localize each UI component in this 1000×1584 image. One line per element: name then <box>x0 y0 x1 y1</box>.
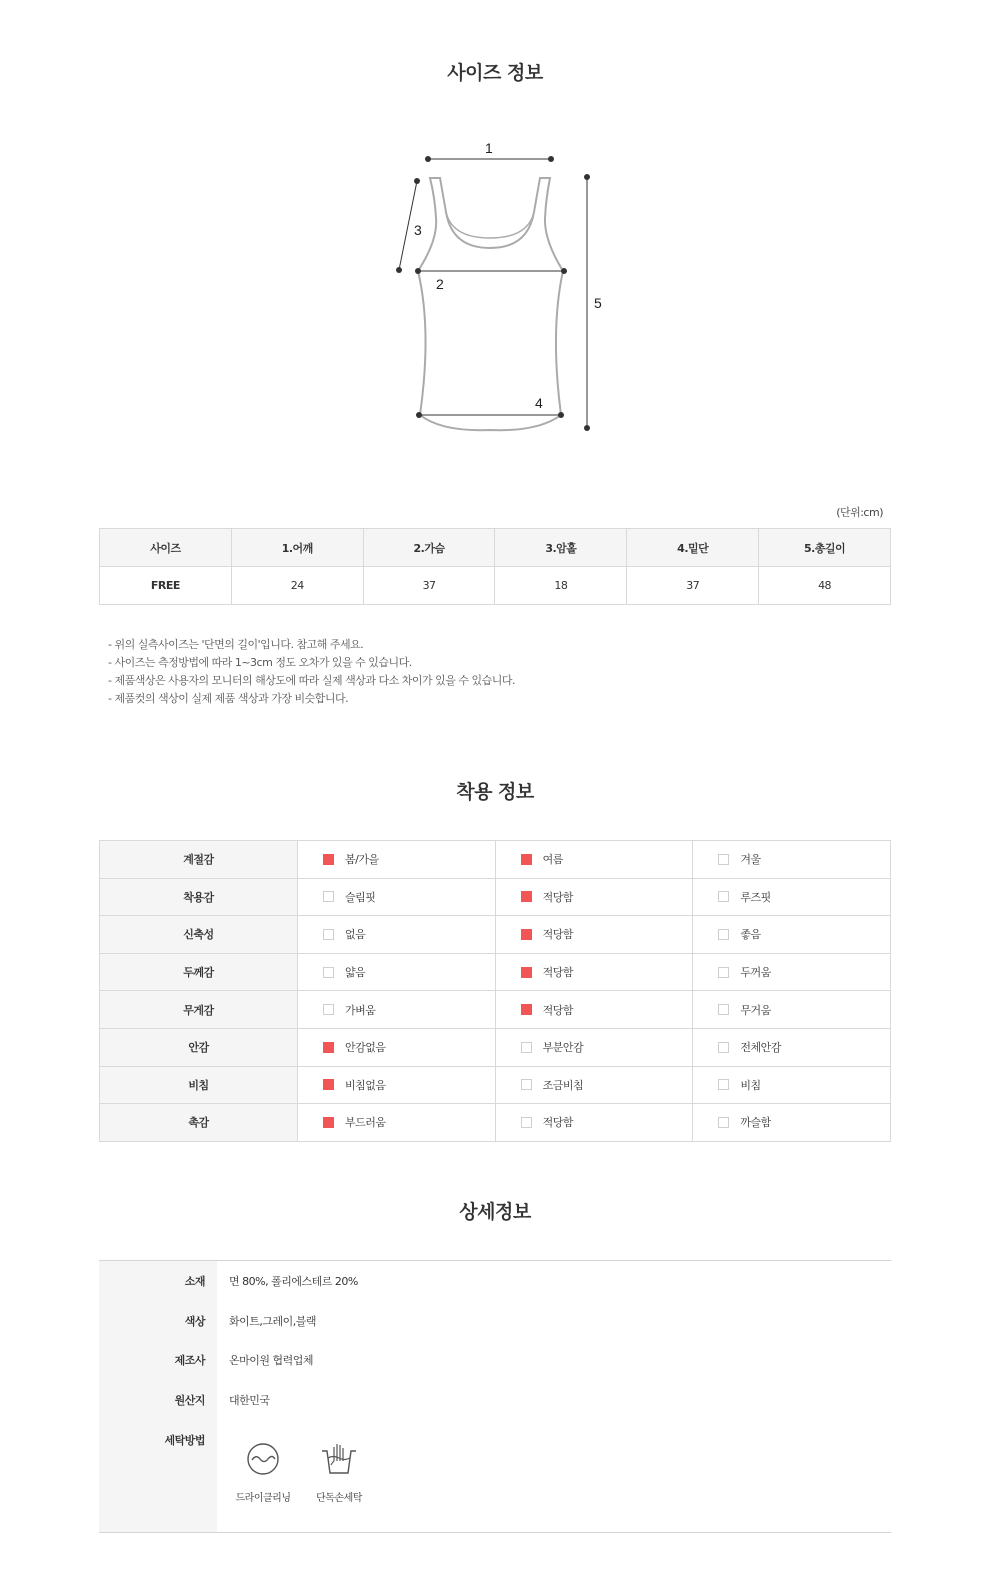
fit-option <box>298 1066 496 1104</box>
detail-value: 온마이원 협력업체 <box>229 1354 314 1367</box>
fit-category: 안감 <box>100 1028 298 1066</box>
dry-clean-icon <box>245 1441 281 1477</box>
fit-option <box>298 1028 496 1066</box>
detail-value: 화이트,그레이,블랙 <box>229 1315 317 1328</box>
fit-option-label: 루즈핏 <box>740 890 771 904</box>
detail-label: 원산지 <box>174 1394 205 1407</box>
fit-option <box>693 841 891 879</box>
size-value: 48 <box>759 567 891 605</box>
checked-box-icon <box>323 854 334 865</box>
checked-box-icon <box>521 967 532 978</box>
fit-option-label: 까슬함 <box>740 1116 771 1130</box>
fit-option <box>495 1104 693 1142</box>
fit-option <box>298 916 496 954</box>
fit-option <box>693 878 891 916</box>
fit-option <box>693 1028 891 1066</box>
size-table <box>99 528 891 605</box>
checked-box-icon <box>323 1079 334 1090</box>
fit-option-label: 적당함 <box>542 890 574 904</box>
fit-option <box>495 1066 693 1104</box>
fit-option <box>495 1028 693 1066</box>
care-label: 드라이클리닝 <box>235 1493 291 1504</box>
note-line: - 사이즈는 측정방법에 따라 1~3cm 정도 오차가 있을 수 있습니다. <box>108 656 412 669</box>
unchecked-box-icon <box>718 1117 729 1128</box>
detail-label: 색상 <box>184 1315 205 1328</box>
size-table-header-row <box>100 529 891 567</box>
detail-label: 제조사 <box>174 1354 205 1367</box>
diagram-label-3: 3 <box>414 222 422 238</box>
size-info-title: 사이즈 정보 <box>447 62 543 84</box>
table-row <box>100 991 891 1029</box>
unchecked-box-icon <box>718 967 729 978</box>
unchecked-box-icon <box>323 967 334 978</box>
diagram-label-1: 1 <box>485 140 493 156</box>
fit-option <box>693 953 891 991</box>
unchecked-box-icon <box>718 854 729 865</box>
checked-box-icon <box>521 854 532 865</box>
unchecked-box-icon <box>718 1042 729 1053</box>
fit-option-label: 두꺼움 <box>740 966 771 980</box>
detail-value: 대한민국 <box>229 1394 270 1407</box>
fit-category: 촉감 <box>100 1104 298 1142</box>
size-name: FREE <box>100 567 232 605</box>
fit-option-label: 전체안감 <box>740 1041 781 1055</box>
fit-option-label: 적당함 <box>542 1003 574 1017</box>
fit-option-label: 가벼움 <box>345 1003 376 1017</box>
fit-category: 무게감 <box>100 991 298 1029</box>
table-row <box>100 567 891 605</box>
fit-option <box>693 1104 891 1142</box>
neckline-inner <box>446 212 534 238</box>
unchecked-box-icon <box>323 891 334 902</box>
fit-option <box>693 916 891 954</box>
fit-info-title: 착용 정보 <box>456 781 534 803</box>
fit-option-label: 적당함 <box>542 1116 574 1130</box>
fit-category: 계절감 <box>100 841 298 879</box>
unchecked-box-icon <box>718 1079 729 1090</box>
fit-option-label: 없음 <box>345 928 366 942</box>
fit-option <box>298 953 496 991</box>
fit-option-label: 부드러움 <box>345 1116 386 1130</box>
care-item <box>223 1441 303 1504</box>
hand-wash-icon <box>319 1441 359 1477</box>
checked-box-icon <box>323 1042 334 1053</box>
fit-category: 두께감 <box>100 953 298 991</box>
unchecked-box-icon <box>323 929 334 940</box>
unchecked-box-icon <box>718 929 729 940</box>
note-line: - 위의 실측사이즈는 '단면의 길이'입니다. 참고해 주세요. <box>108 638 364 651</box>
fit-option <box>693 1066 891 1104</box>
fit-option <box>495 916 693 954</box>
fit-option-label: 조금비침 <box>542 1078 584 1092</box>
size-table-header: 3.암홀 <box>495 529 627 567</box>
size-value: 37 <box>363 567 495 605</box>
table-row <box>100 1066 891 1104</box>
table-row <box>100 841 891 879</box>
diagram-label-4: 4 <box>535 395 543 411</box>
fit-option <box>693 991 891 1029</box>
fit-option-label: 슬림핏 <box>345 890 376 904</box>
diagram-label-5: 5 <box>594 295 602 311</box>
size-value: 24 <box>231 567 363 605</box>
size-value: 18 <box>495 567 627 605</box>
detail-info-title: 상세정보 <box>459 1201 531 1223</box>
fit-option-label: 비침 <box>740 1078 761 1092</box>
table-row <box>100 953 891 991</box>
unchecked-box-icon <box>718 1004 729 1015</box>
care-item <box>299 1441 379 1504</box>
fit-option-label: 적당함 <box>542 966 574 980</box>
size-notes <box>108 636 515 708</box>
size-table-header: 4.밑단 <box>627 529 759 567</box>
fit-option <box>495 878 693 916</box>
checked-box-icon <box>521 891 532 902</box>
fit-option-label: 적당함 <box>542 928 574 942</box>
size-table-header: 1.어깨 <box>231 529 363 567</box>
fit-option <box>298 991 496 1029</box>
fit-option-label: 부분안감 <box>542 1041 584 1055</box>
note-line: - 제품색상은 사용자의 모니터의 해상도에 따라 실제 색상과 다소 차이가 있을 수 있습니다. <box>108 674 515 687</box>
detail-label: 소재 <box>184 1275 205 1288</box>
fit-option-label: 무거움 <box>740 1003 771 1017</box>
fit-option <box>495 841 693 879</box>
checked-box-icon <box>521 929 532 940</box>
detail-value: 면 80%, 폴리에스테르 20% <box>229 1275 358 1288</box>
unchecked-box-icon <box>521 1117 532 1128</box>
unchecked-box-icon <box>521 1079 532 1090</box>
table-row <box>100 878 891 916</box>
table-row <box>100 1104 891 1142</box>
fit-option-label: 여름 <box>542 853 563 867</box>
fit-option-label: 봄/가을 <box>345 853 379 867</box>
fit-option-label: 겨울 <box>740 853 761 867</box>
size-value: 37 <box>627 567 759 605</box>
fit-category: 신축성 <box>100 916 298 954</box>
fit-option-label: 얇음 <box>345 966 366 980</box>
checked-box-icon <box>323 1117 334 1128</box>
table-row <box>100 1028 891 1066</box>
size-table-header: 사이즈 <box>100 529 232 567</box>
diagram-label-2: 2 <box>436 276 444 292</box>
fit-option <box>495 953 693 991</box>
size-table-header: 5.총길이 <box>759 529 891 567</box>
unchecked-box-icon <box>323 1004 334 1015</box>
care-label: 단독손세탁 <box>316 1493 362 1504</box>
unchecked-box-icon <box>718 891 729 902</box>
detail-label: 세탁방법 <box>164 1434 205 1447</box>
fit-category: 착용감 <box>100 878 298 916</box>
fit-option <box>298 1104 496 1142</box>
fit-option <box>495 991 693 1029</box>
checked-box-icon <box>521 1004 532 1015</box>
fit-option-label: 안감없음 <box>345 1041 386 1055</box>
table-row <box>100 916 891 954</box>
fit-option-label: 좋음 <box>740 928 761 942</box>
fit-category: 비침 <box>100 1066 298 1104</box>
fit-option-label: 비침없음 <box>345 1078 386 1092</box>
fit-table <box>99 840 891 1142</box>
fit-option <box>298 878 496 916</box>
fit-option <box>298 841 496 879</box>
size-measurement-diagram <box>380 130 620 450</box>
unit-label: (단위:cm) <box>836 506 883 519</box>
unchecked-box-icon <box>521 1042 532 1053</box>
note-line: - 제품컷의 색상이 실제 제품 색상과 가장 비슷합니다. <box>108 692 349 705</box>
tank-top-outline <box>418 178 563 430</box>
size-table-header: 2.가슴 <box>363 529 495 567</box>
detail-table <box>99 1260 891 1533</box>
